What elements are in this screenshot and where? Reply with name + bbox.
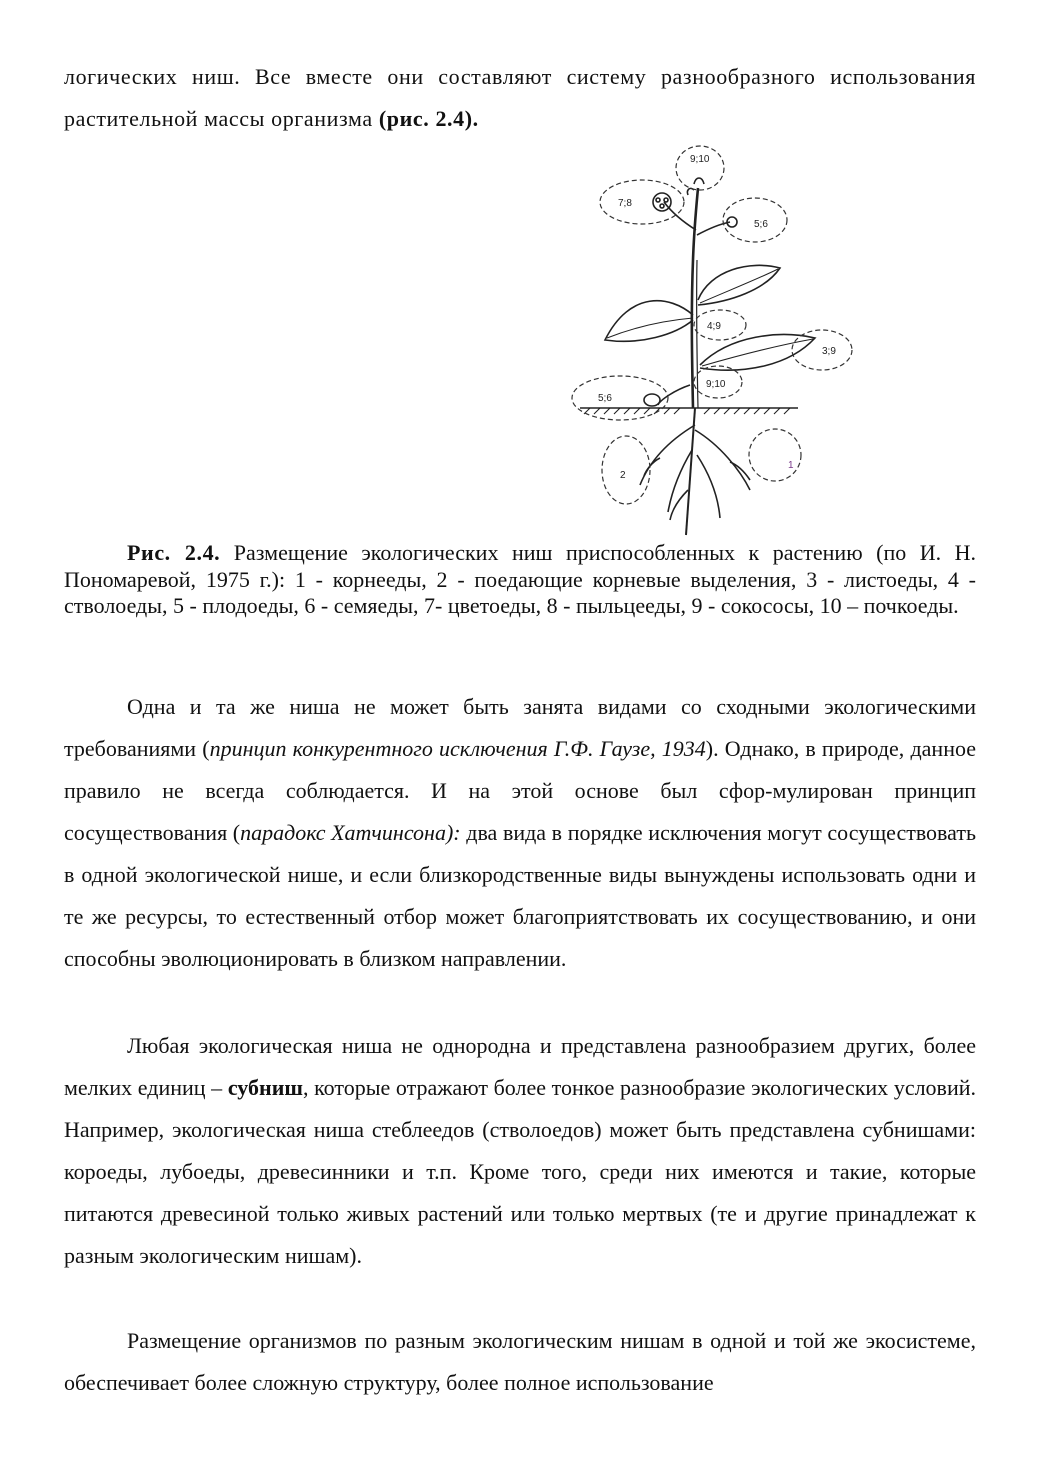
p1-text-b: ). Однако, в природе, данное правило не всегда соблюдается. И на этой основе был сфор-мулирован принцип сосуществования ( — [64, 736, 977, 845]
paragraph-gause — [64, 686, 976, 980]
plant-niches-figure — [560, 140, 860, 540]
label-flowers: 7;8 — [618, 198, 632, 209]
p1-text-a: Одна и та же ниша не может быть занята видами со сходными экологическими требованиями ( — [64, 694, 976, 761]
figure-reference: (рис. 2.4). — [378, 106, 479, 131]
p2-text-b: , которые отражают более тонкое разнообразие экологических условий. Например, экологическая ниша стеблеедов (стволоедов) может быть представлена субнишами: короеды, лубоеды, древесинники и т.п. Кроме того, среди них имеются и такие, которые питаются древесиной только живых растений или только мертвых (те и другие принадлежат к разным экологическим нишам). — [64, 1075, 976, 1268]
p1-text-c: два вида в порядке исключения могут сосуществовать в одной экологической нише, и если близкородственные виды вынуждены использовать одни и те же ресурсы, то естественный отбор может благоприятствовать их сосуществованию, и они способны эволюционировать в близком направлении. — [64, 820, 976, 971]
niche-root-left-ellipse — [602, 436, 650, 504]
niche-seeds-ellipse — [572, 376, 668, 420]
soil-hatching — [584, 408, 790, 414]
bud-top — [694, 178, 704, 184]
p2-text-a: Любая экологическая ниша не однородна и представлена разнообразием других, более мелких единиц – — [64, 1033, 976, 1100]
label-buds-top: 9;10 — [690, 154, 710, 165]
paragraph-placement — [64, 1320, 976, 1404]
p1-italic-gause: принцип конкурентного исключения Г.Ф. Гаузе, 1934 — [209, 736, 706, 761]
figure-caption — [64, 540, 976, 620]
label-leaf-right: 3;9 — [822, 346, 836, 357]
intro-paragraph — [64, 56, 976, 140]
root-left — [640, 425, 695, 485]
plant-diagram — [560, 140, 860, 540]
label-stem-low: 9;10 — [706, 379, 726, 390]
label-root-left: 2 — [620, 470, 626, 481]
root-right — [695, 430, 750, 490]
caption-text: Размещение экологических ниш приспособленных к растению (по И. Н. Пономаревой, 1975 г.): 1 - корнееды, 2 - поедающие корневые выделения, 3 - листоеды, 4 - стволоеды, 5 - плодоеды, 6 - семяеды, 7- цветоеды, 8 - пыльцееды, 9 - сокососы, 10 – почкоеды. — [64, 540, 976, 618]
niche-buds-top-ellipse — [676, 146, 724, 190]
p2-bold-subniche: субниш — [227, 1075, 303, 1100]
p1-italic-hutchinson: парадокс Хатчинсона): — [240, 820, 461, 845]
niche-root-right-ellipse — [749, 429, 801, 481]
caption-prefix: Рис. 2.4. — [127, 540, 221, 565]
label-seeds: 5;6 — [598, 393, 612, 404]
intro-text: логических ниш. Все вместе они составляют систему разнообразного использования растительной массы организма — [64, 64, 976, 131]
branch-left — [664, 202, 696, 230]
leaf-left — [605, 301, 693, 342]
label-fruits: 5;6 — [754, 219, 768, 230]
p3-text: Размещение организмов по разным экологическим нишам в одной и той же экосистеме, обеспечивает более сложную структуру, более полное использование — [64, 1328, 976, 1395]
label-root-right: 1 — [788, 460, 794, 471]
label-stem-mid: 4;9 — [707, 321, 721, 332]
paragraph-subniche — [64, 1025, 976, 1277]
seed-on-ground — [644, 394, 660, 406]
